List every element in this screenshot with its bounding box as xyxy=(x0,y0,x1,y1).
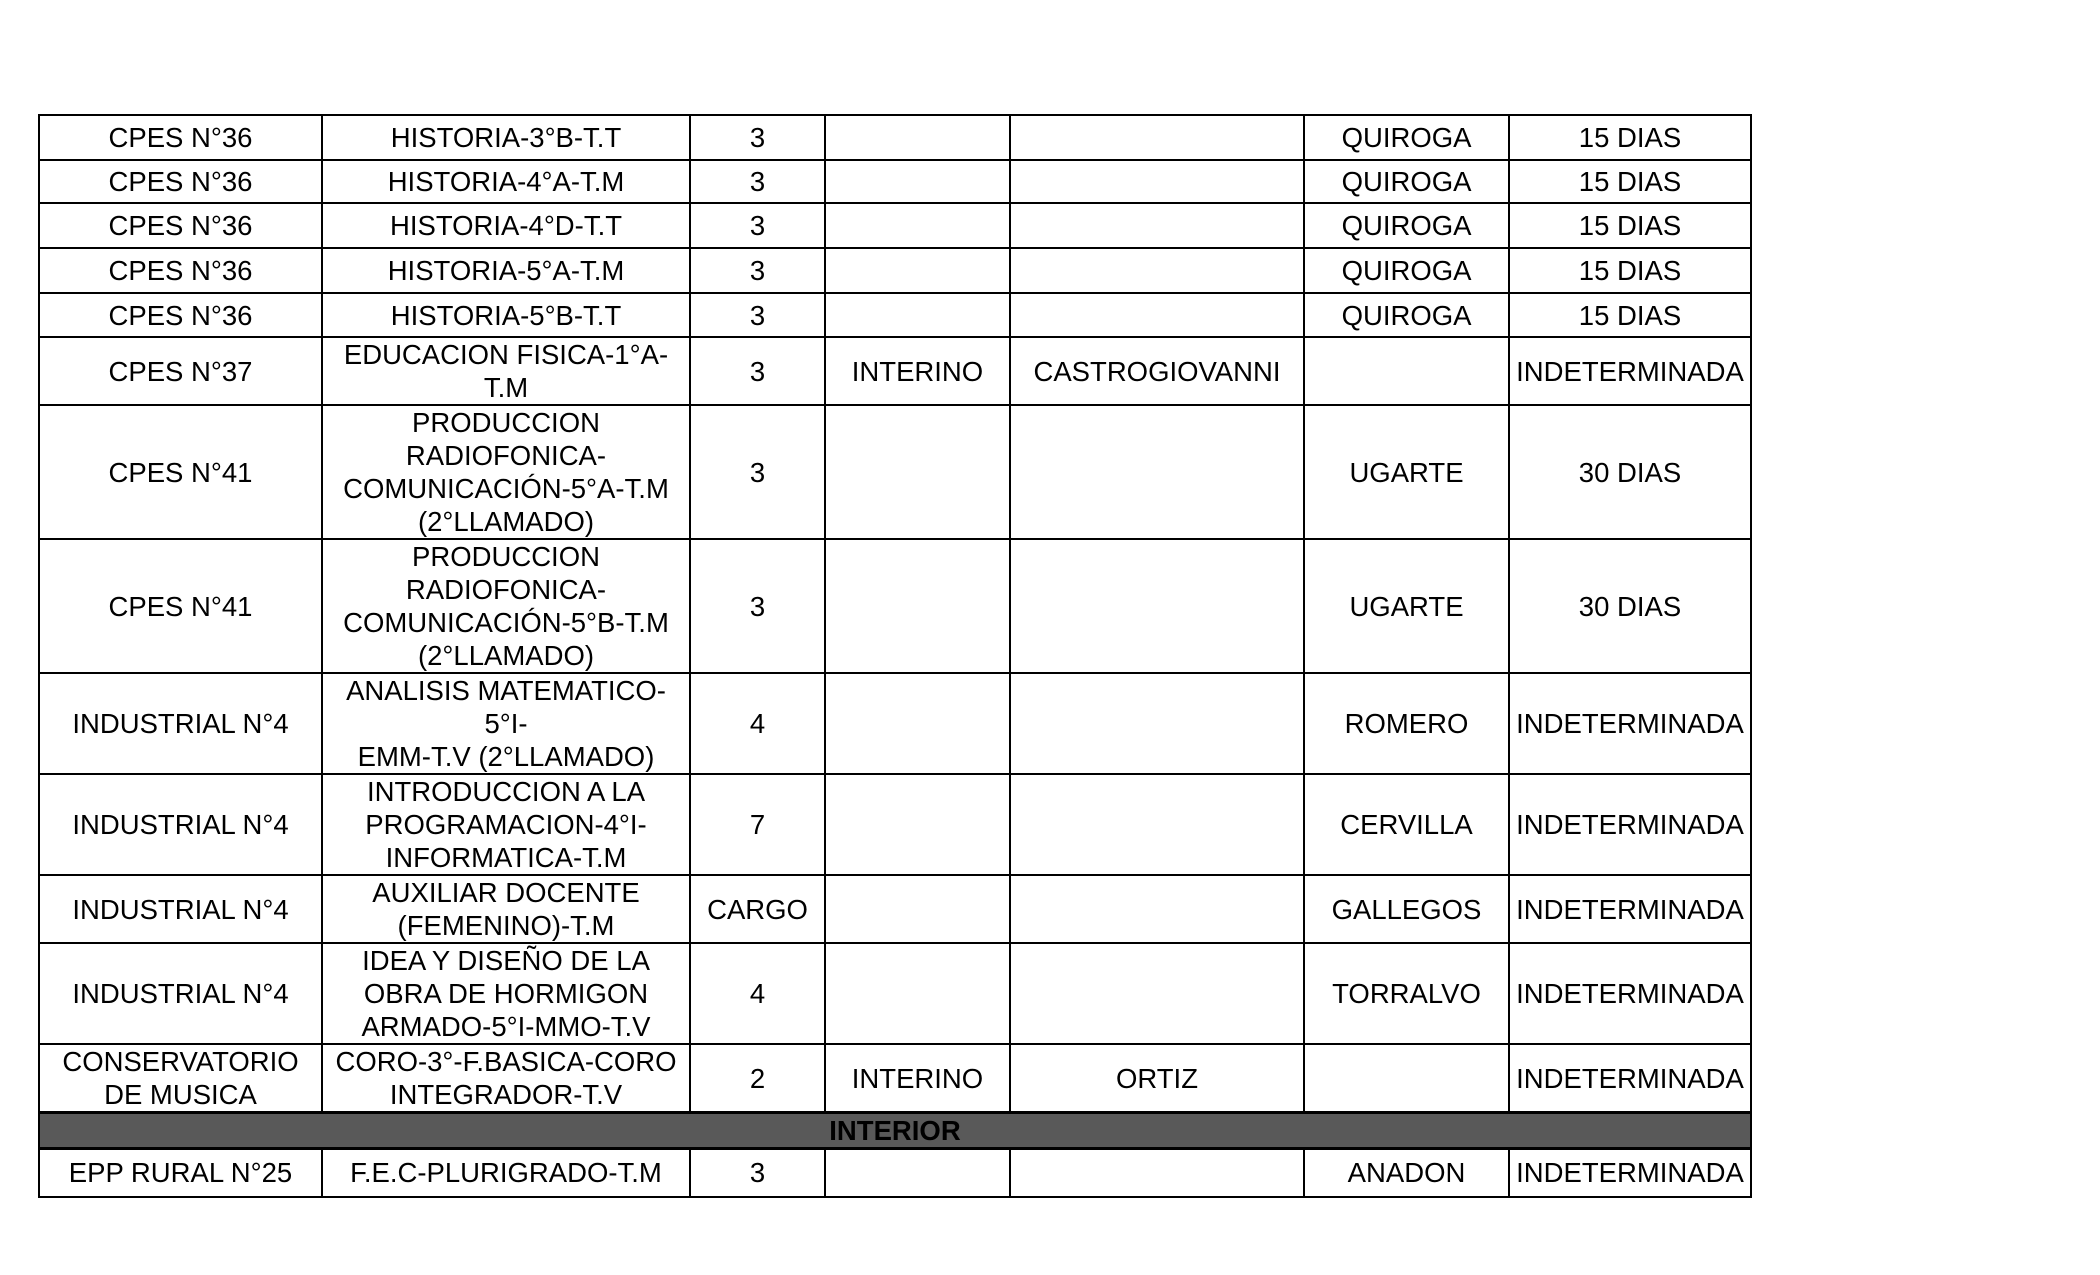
duration-cell: 15 DIAS xyxy=(1509,115,1751,160)
substitute-cell xyxy=(1010,405,1304,539)
table-body xyxy=(39,115,1751,1197)
duration-cell: INDETERMINADA xyxy=(1509,1149,1751,1197)
subject-cell: ANALISIS MATEMATICO-5°I- EMM-T.V (2°LLAMADO) xyxy=(322,673,690,774)
subject-cell: INTRODUCCION A LA PROGRAMACION-4°I- INFORMATICA-T.M xyxy=(322,774,690,875)
subject-cell: PRODUCCION RADIOFONICA- COMUNICACIÓN-5°A-T.M (2°LLAMADO) xyxy=(322,405,690,539)
teacher-cell: QUIROGA xyxy=(1304,248,1509,293)
school-cell: INDUSTRIAL N°4 xyxy=(39,875,322,943)
hours-cell: 3 xyxy=(690,115,825,160)
duration-cell: INDETERMINADA xyxy=(1509,875,1751,943)
teacher-cell xyxy=(1304,1044,1509,1113)
school-cell: EPP RURAL N°25 xyxy=(39,1149,322,1197)
substitute-cell xyxy=(1010,115,1304,160)
substitute-cell xyxy=(1010,293,1304,337)
subject-cell: AUXILIAR DOCENTE (FEMENINO)-T.M xyxy=(322,875,690,943)
hours-cell: 3 xyxy=(690,160,825,203)
character-cell xyxy=(825,203,1010,248)
duration-cell: 30 DIAS xyxy=(1509,405,1751,539)
school-cell: CPES N°41 xyxy=(39,405,322,539)
table-row xyxy=(39,248,1751,293)
subject-cell: HISTORIA-5°A-T.M xyxy=(322,248,690,293)
substitute-cell xyxy=(1010,673,1304,774)
duration-cell: INDETERMINADA xyxy=(1509,1044,1751,1113)
hours-cell: 4 xyxy=(690,673,825,774)
school-cell: INDUSTRIAL N°4 xyxy=(39,673,322,774)
school-cell: CPES N°36 xyxy=(39,293,322,337)
table-row xyxy=(39,673,1751,774)
section-row xyxy=(39,1113,1751,1149)
character-cell xyxy=(825,293,1010,337)
hours-cell: CARGO xyxy=(690,875,825,943)
hours-cell: 2 xyxy=(690,1044,825,1113)
duration-cell: INDETERMINADA xyxy=(1509,337,1751,405)
table-row xyxy=(39,405,1751,539)
subject-cell: EDUCACION FISICA-1°A- T.M xyxy=(322,337,690,405)
duration-cell: 15 DIAS xyxy=(1509,293,1751,337)
table-row xyxy=(39,875,1751,943)
subject-cell: HISTORIA-4°D-T.T xyxy=(322,203,690,248)
hours-cell: 7 xyxy=(690,774,825,875)
teacher-cell: ROMERO xyxy=(1304,673,1509,774)
section-header: INTERIOR xyxy=(39,1113,1751,1149)
school-cell: CPES N°36 xyxy=(39,248,322,293)
teacher-cell: UGARTE xyxy=(1304,405,1509,539)
table-row xyxy=(39,539,1751,673)
substitute-cell xyxy=(1010,875,1304,943)
substitute-cell: ORTIZ xyxy=(1010,1044,1304,1113)
teacher-cell: UGARTE xyxy=(1304,539,1509,673)
hours-cell: 3 xyxy=(690,293,825,337)
substitute-cell xyxy=(1010,160,1304,203)
table-row xyxy=(39,160,1751,203)
table-row xyxy=(39,774,1751,875)
school-cell: CPES N°36 xyxy=(39,115,322,160)
character-cell xyxy=(825,405,1010,539)
teacher-cell: CERVILLA xyxy=(1304,774,1509,875)
teacher-cell: ANADON xyxy=(1304,1149,1509,1197)
duration-cell: INDETERMINADA xyxy=(1509,673,1751,774)
table-row xyxy=(39,1044,1751,1113)
substitute-cell xyxy=(1010,943,1304,1044)
duration-cell: INDETERMINADA xyxy=(1509,774,1751,875)
duration-cell: 15 DIAS xyxy=(1509,248,1751,293)
hours-cell: 3 xyxy=(690,539,825,673)
hours-cell: 3 xyxy=(690,405,825,539)
school-cell: CPES N°37 xyxy=(39,337,322,405)
duration-cell: INDETERMINADA xyxy=(1509,943,1751,1044)
hours-cell: 3 xyxy=(690,337,825,405)
duration-cell: 15 DIAS xyxy=(1509,203,1751,248)
substitute-cell xyxy=(1010,203,1304,248)
character-cell xyxy=(825,539,1010,673)
character-cell xyxy=(825,160,1010,203)
character-cell: INTERINO xyxy=(825,337,1010,405)
school-cell: INDUSTRIAL N°4 xyxy=(39,774,322,875)
table-row xyxy=(39,943,1751,1044)
table-row xyxy=(39,293,1751,337)
subject-cell: CORO-3°-F.BASICA-CORO INTEGRADOR-T.V xyxy=(322,1044,690,1113)
character-cell: INTERINO xyxy=(825,1044,1010,1113)
table-row xyxy=(39,1149,1751,1197)
substitute-cell xyxy=(1010,539,1304,673)
duration-cell: 15 DIAS xyxy=(1509,160,1751,203)
table-row xyxy=(39,203,1751,248)
teacher-cell: QUIROGA xyxy=(1304,115,1509,160)
character-cell xyxy=(825,943,1010,1044)
duration-cell: 30 DIAS xyxy=(1509,539,1751,673)
subject-cell: F.E.C-PLURIGRADO-T.M xyxy=(322,1149,690,1197)
school-cell: CPES N°41 xyxy=(39,539,322,673)
school-cell: CPES N°36 xyxy=(39,160,322,203)
school-cell: CONSERVATORIO DE MUSICA xyxy=(39,1044,322,1113)
table-row xyxy=(39,115,1751,160)
character-cell xyxy=(825,1149,1010,1197)
teacher-cell: TORRALVO xyxy=(1304,943,1509,1044)
hours-cell: 3 xyxy=(690,1149,825,1197)
hours-cell: 3 xyxy=(690,248,825,293)
teacher-cell: QUIROGA xyxy=(1304,203,1509,248)
subject-cell: HISTORIA-4°A-T.M xyxy=(322,160,690,203)
substitute-cell xyxy=(1010,774,1304,875)
teacher-cell: GALLEGOS xyxy=(1304,875,1509,943)
substitute-cell: CASTROGIOVANNI xyxy=(1010,337,1304,405)
subject-cell: HISTORIA-5°B-T.T xyxy=(322,293,690,337)
subject-cell: HISTORIA-3°B-T.T xyxy=(322,115,690,160)
school-cell: CPES N°36 xyxy=(39,203,322,248)
teacher-cell xyxy=(1304,337,1509,405)
hours-cell: 3 xyxy=(690,203,825,248)
character-cell xyxy=(825,115,1010,160)
subject-cell: IDEA Y DISEÑO DE LA OBRA DE HORMIGON ARMADO-5°I-MMO-T.V xyxy=(322,943,690,1044)
hours-cell: 4 xyxy=(690,943,825,1044)
table-row xyxy=(39,337,1751,405)
school-cell: INDUSTRIAL N°4 xyxy=(39,943,322,1044)
character-cell xyxy=(825,875,1010,943)
substitute-cell xyxy=(1010,248,1304,293)
vacancy-table xyxy=(38,114,1752,1198)
substitute-cell xyxy=(1010,1149,1304,1197)
teacher-cell: QUIROGA xyxy=(1304,160,1509,203)
character-cell xyxy=(825,673,1010,774)
teacher-cell: QUIROGA xyxy=(1304,293,1509,337)
character-cell xyxy=(825,248,1010,293)
character-cell xyxy=(825,774,1010,875)
subject-cell: PRODUCCION RADIOFONICA- COMUNICACIÓN-5°B-T.M (2°LLAMADO) xyxy=(322,539,690,673)
